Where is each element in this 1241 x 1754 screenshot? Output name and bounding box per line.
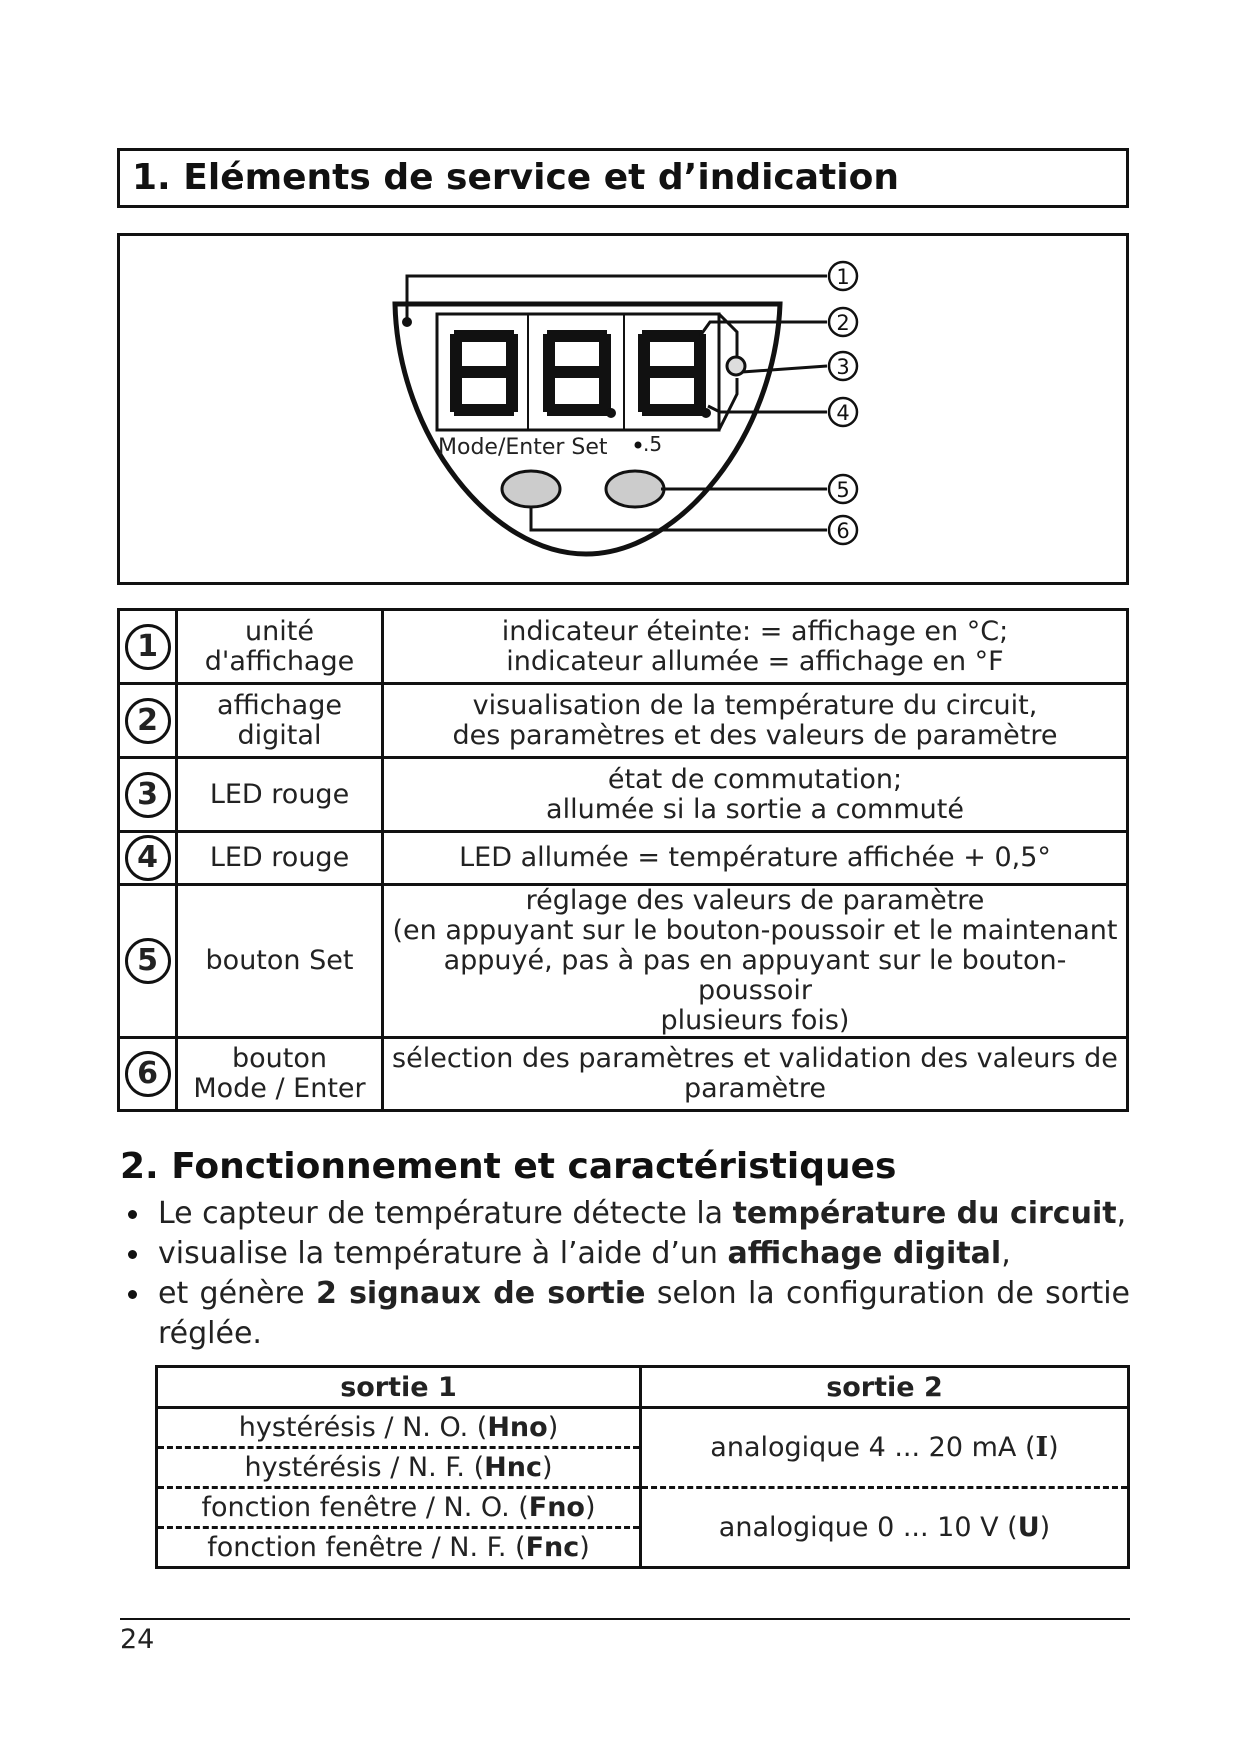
output-1-option: hystérésis / N. F. (Hnc) bbox=[157, 1448, 641, 1488]
list-item: et génère 2 signaux de sortie selon la configuration de sortie réglée. bbox=[120, 1274, 1130, 1354]
element-description: LED allumée = température affichée + 0,5° bbox=[383, 832, 1128, 885]
header-sortie-1: sortie 1 bbox=[157, 1367, 641, 1408]
footer-divider bbox=[120, 1618, 1130, 1620]
table-row bbox=[119, 885, 1128, 1038]
element-name: affichage digital bbox=[177, 684, 383, 758]
table-row bbox=[157, 1408, 1129, 1448]
table-row bbox=[157, 1488, 1129, 1528]
table-row bbox=[119, 1038, 1128, 1111]
svg-text:4: 4 bbox=[836, 401, 850, 425]
svg-text:3: 3 bbox=[836, 355, 850, 379]
svg-text:2: 2 bbox=[836, 311, 850, 335]
svg-text:1: 1 bbox=[836, 265, 850, 289]
elements-table bbox=[117, 608, 1129, 1112]
element-name: LED rouge bbox=[177, 758, 383, 832]
callout-6 bbox=[829, 516, 857, 544]
row-number: 2 bbox=[125, 698, 171, 744]
device-figure bbox=[117, 233, 1129, 585]
set-button bbox=[606, 471, 664, 507]
output-1-option: fonction fenêtre / N. F. (Fnc) bbox=[157, 1528, 641, 1568]
panel-label: Mode/Enter Set bbox=[438, 435, 608, 460]
element-description: sélection des paramètres et validation des valeurs de paramètre bbox=[383, 1038, 1128, 1111]
header-sortie-2: sortie 2 bbox=[641, 1367, 1129, 1408]
callout-1 bbox=[829, 262, 857, 290]
table-row bbox=[119, 758, 1128, 832]
output-1-option: hystérésis / N. O. (Hno) bbox=[157, 1408, 641, 1448]
callout-4 bbox=[829, 398, 857, 426]
list-item: visualise la température à l’aide d’un affichage digital, bbox=[120, 1234, 1130, 1274]
section-2-title: 2. Fonctionnement et caractéristiques bbox=[120, 1146, 897, 1187]
output-1-option: fonction fenêtre / N. O. (Fno) bbox=[157, 1488, 641, 1528]
callout-3 bbox=[829, 352, 857, 380]
row-number: 1 bbox=[125, 624, 171, 670]
callout-2 bbox=[829, 308, 857, 336]
features-list bbox=[120, 1194, 1130, 1354]
callout-5 bbox=[829, 475, 857, 503]
digit-3 bbox=[644, 336, 700, 410]
row-number: 5 bbox=[125, 938, 171, 984]
mode-enter-button bbox=[502, 471, 560, 507]
element-name: unité d'affichage bbox=[177, 610, 383, 684]
table-row bbox=[119, 610, 1128, 684]
row-number: 6 bbox=[125, 1051, 171, 1097]
output-2-option: analogique 4 ... 20 mA (I) bbox=[641, 1408, 1129, 1488]
table-row bbox=[119, 684, 1128, 758]
element-name: bouton Set bbox=[177, 885, 383, 1038]
digit-1 bbox=[456, 336, 512, 410]
decimal-label: .5 bbox=[643, 432, 663, 456]
element-description: réglage des valeurs de paramètre (en appuyant sur le bouton-poussoir et le maintenant appuyé, pas à pas en appuyant sur le bouton-poussoir plusieurs fois) bbox=[383, 885, 1128, 1038]
output-2-option: analogique 0 ... 10 V (U) bbox=[641, 1488, 1129, 1568]
digit-2 bbox=[549, 336, 605, 410]
element-description: état de commutation; allumée si la sortie a commuté bbox=[383, 758, 1128, 832]
device-diagram bbox=[120, 236, 1132, 588]
element-name: LED rouge bbox=[177, 832, 383, 885]
element-description: visualisation de la température du circuit, des paramètres et des valeurs de paramètre bbox=[383, 684, 1128, 758]
row-number: 4 bbox=[125, 835, 171, 881]
svg-text:5: 5 bbox=[836, 478, 850, 502]
page-number: 24 bbox=[120, 1624, 155, 1655]
section-1-title: 1. Eléments de service et d’indication bbox=[117, 148, 1129, 208]
decimal-led-icon bbox=[701, 408, 711, 418]
outputs-table bbox=[155, 1365, 1130, 1569]
element-name: bouton Mode / Enter bbox=[177, 1038, 383, 1111]
element-description: indicateur éteinte: = affichage en °C; indicateur allumée = affichage en °F bbox=[383, 610, 1128, 684]
list-item: Le capteur de température détecte la température du circuit, bbox=[120, 1194, 1130, 1234]
row-number: 3 bbox=[125, 772, 171, 818]
svg-text:6: 6 bbox=[836, 519, 850, 543]
table-row bbox=[119, 832, 1128, 885]
